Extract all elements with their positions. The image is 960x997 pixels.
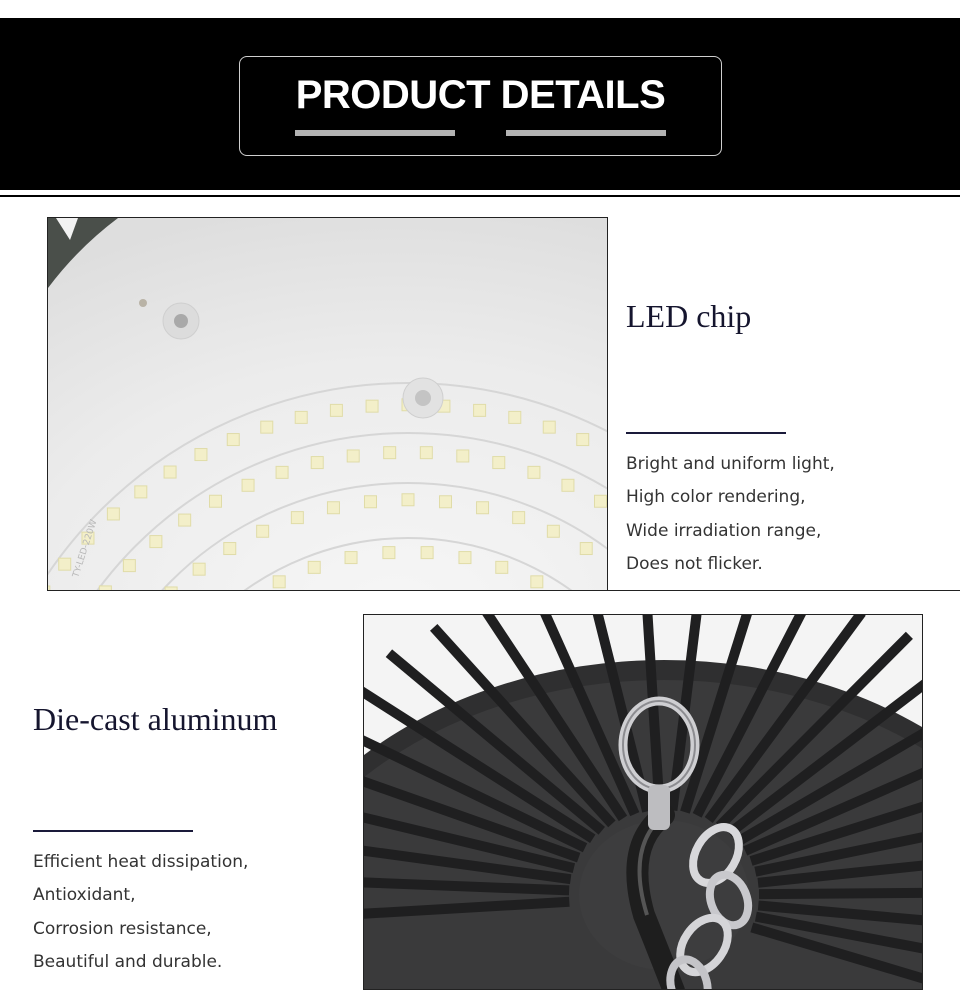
- led-chip-icon: [227, 434, 239, 446]
- led-chip-icon: [421, 547, 433, 559]
- led-chip-icon: [135, 486, 147, 498]
- led-chip-feature-list: [626, 448, 835, 581]
- header-banner: [0, 18, 960, 190]
- title-decor-bar-right: [506, 130, 666, 136]
- led-chip-icon: [276, 466, 288, 478]
- led-chip-icon: [59, 558, 71, 570]
- led-chip-icon: [509, 411, 521, 423]
- led-chip-icon: [327, 502, 339, 514]
- led-chip-icon: [164, 466, 176, 478]
- led-chip-icon: [364, 496, 376, 508]
- led-chip-icon: [224, 543, 236, 555]
- board-marking: TY-LED-220W: [71, 518, 100, 579]
- title-decor-bar-left: [295, 130, 455, 136]
- led-chip-icon: [242, 479, 254, 491]
- heat-sink-fin: [759, 892, 923, 894]
- led-chip-icon: [308, 561, 320, 573]
- led-chip-icon: [48, 586, 50, 591]
- led-chip-icon: [457, 450, 469, 462]
- led-chip-icon: [474, 404, 486, 416]
- led-board-illustration: [48, 218, 608, 591]
- list-item: Beautiful and durable.: [33, 951, 223, 972]
- title-frame: [239, 56, 722, 156]
- led-chip-icon: [402, 494, 414, 506]
- heat-sink-illustration: [364, 615, 923, 990]
- led-chip-icon: [150, 536, 162, 548]
- led-chip-icon: [595, 495, 607, 507]
- led-chip-icon: [420, 447, 432, 459]
- list-item: Does not flicker.: [626, 553, 763, 574]
- list-item: Antioxidant,: [33, 885, 136, 906]
- led-chip-icon: [477, 502, 489, 514]
- list-item: Bright and uniform light,: [626, 454, 835, 474]
- led-chip-icon: [531, 576, 543, 588]
- led-chip-icon: [261, 421, 273, 433]
- led-chip-icon: [384, 447, 396, 459]
- list-item: Wide irradiation range,: [626, 520, 822, 541]
- die-cast-feature-list: [33, 846, 248, 979]
- page-title: PRODUCT DETAILS: [295, 73, 666, 117]
- led-chip-underline: [626, 432, 786, 434]
- led-chip-icon: [123, 560, 135, 572]
- led-chip-icon: [383, 547, 395, 559]
- led-chip-icon: [513, 512, 525, 524]
- led-section-rule: [608, 590, 960, 591]
- led-chip-icon: [107, 508, 119, 520]
- led-chip-icon: [273, 576, 285, 588]
- led-chip-icon: [179, 514, 191, 526]
- led-chip-icon: [493, 457, 505, 469]
- led-chip-icon: [195, 449, 207, 461]
- list-item: Efficient heat dissipation,: [33, 852, 249, 872]
- led-chip-icon: [193, 563, 205, 575]
- led-board-photo: [47, 217, 608, 591]
- led-chip-icon: [543, 421, 555, 433]
- led-chip-icon: [577, 434, 589, 446]
- led-chip-icon: [311, 457, 323, 469]
- led-chip-icon: [345, 552, 357, 564]
- led-chip-icon: [528, 466, 540, 478]
- led-chip-heading: LED chip: [626, 298, 752, 334]
- led-chip-icon: [580, 543, 592, 555]
- led-chip-icon: [257, 525, 269, 537]
- heat-sink-photo: [363, 614, 923, 990]
- led-chip-icon: [210, 495, 222, 507]
- die-cast-underline: [33, 830, 193, 832]
- led-chip-icon: [291, 512, 303, 524]
- led-chip-icon: [99, 586, 111, 591]
- led-chip-icon: [330, 404, 342, 416]
- list-item: Corrosion resistance,: [33, 918, 212, 939]
- led-chip-icon: [440, 496, 452, 508]
- led-chip-icon: [165, 587, 177, 591]
- led-chip-icon: [562, 479, 574, 491]
- led-chip-icon: [347, 450, 359, 462]
- die-cast-heading: Die-cast aluminum: [33, 701, 278, 737]
- led-chip-icon: [496, 561, 508, 573]
- led-chip-icon: [459, 552, 471, 564]
- led-chip-icon: [295, 411, 307, 423]
- led-chip-icon: [366, 400, 378, 412]
- header-divider: [0, 195, 960, 197]
- led-chip-icon: [547, 525, 559, 537]
- list-item: High color rendering,: [626, 487, 806, 508]
